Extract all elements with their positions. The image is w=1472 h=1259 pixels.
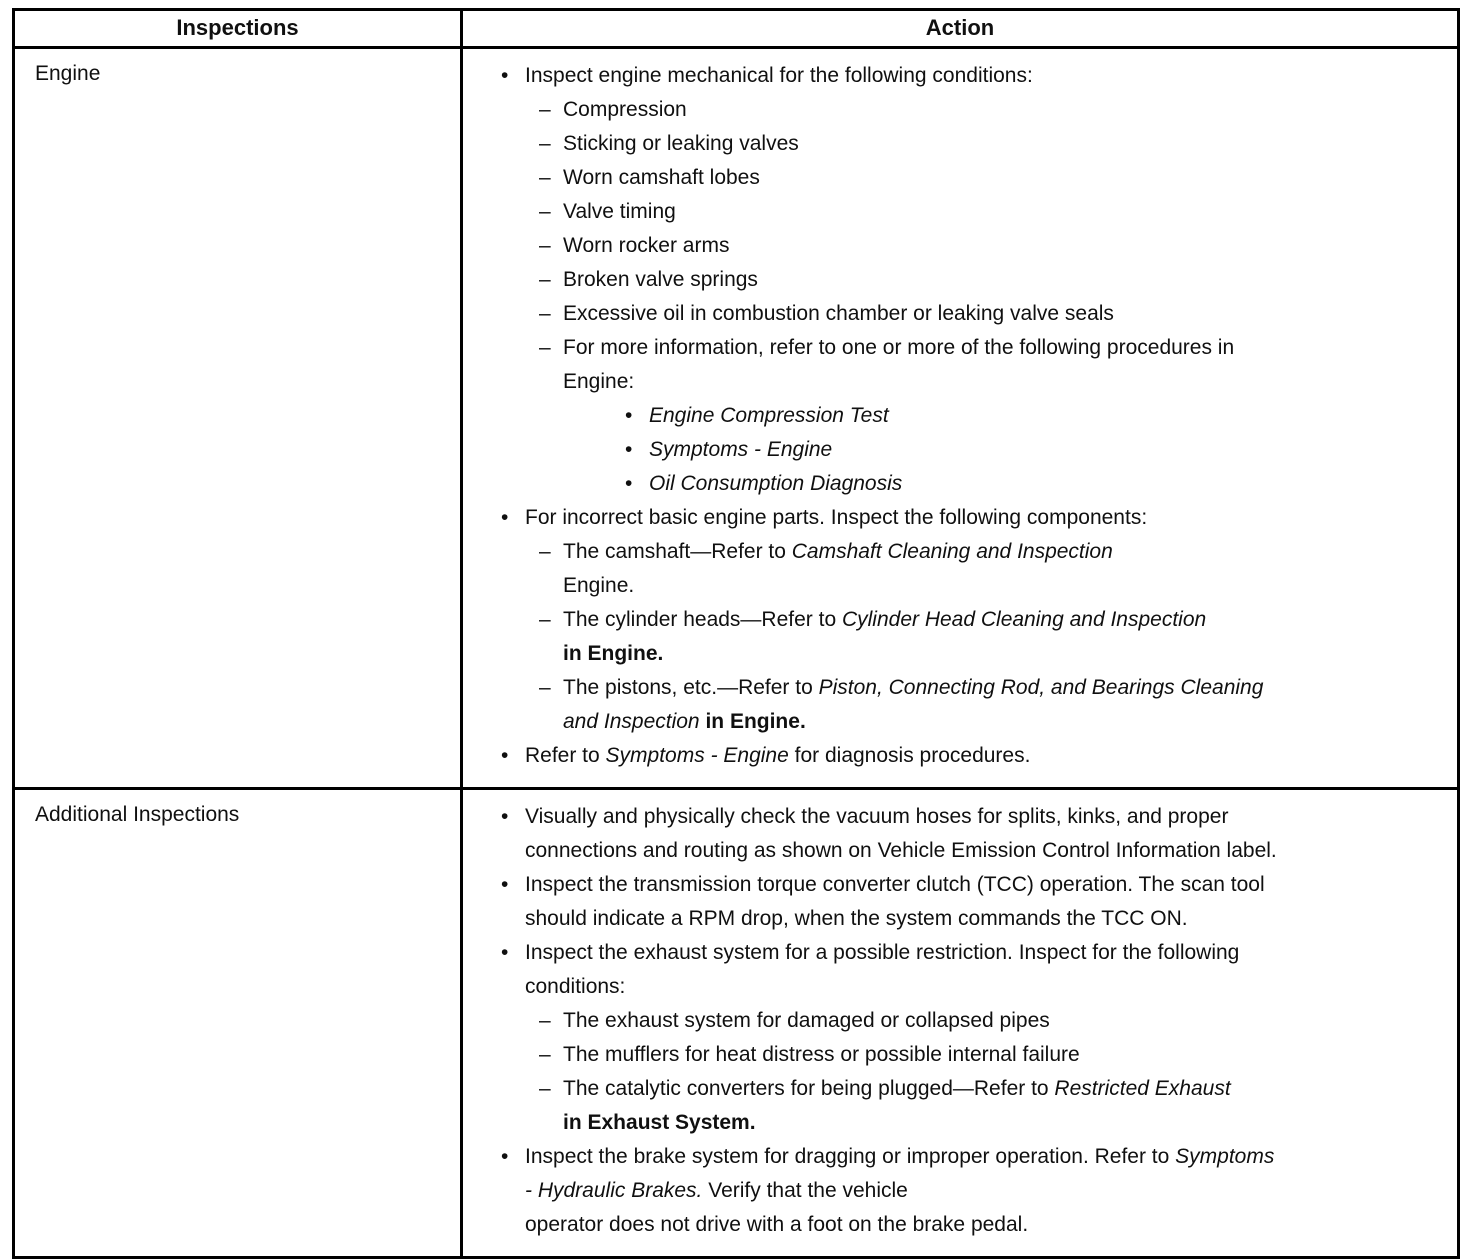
dash-marker: – — [539, 1043, 551, 1066]
action-item — [539, 1072, 1441, 1140]
bullet-marker: • — [625, 472, 633, 495]
action-item — [501, 1140, 1441, 1242]
text-segment: Verify that the vehicle — [702, 1179, 908, 1202]
action-item — [539, 1038, 1441, 1072]
dash-marker: – — [539, 200, 551, 223]
action-text — [563, 535, 1441, 603]
text-segment: Inspect the brake system for dragging or improper operation. Refer to — [525, 1145, 1176, 1168]
table-header-row — [15, 11, 1457, 49]
text-segment: For incorrect basic engine parts. Inspect the following components: — [525, 506, 1148, 529]
text-segment: The pistons, etc.—Refer to — [563, 676, 819, 699]
action-text — [649, 399, 1441, 433]
dash-marker: – — [539, 234, 551, 257]
action-item — [501, 868, 1441, 936]
action-item — [539, 331, 1441, 399]
text-segment: The catalytic converters for being plugged—Refer to — [563, 1077, 1055, 1100]
text-segment: connections and routing as shown on Vehicle Emission Control Information label. — [525, 839, 1277, 862]
action-item — [539, 535, 1441, 603]
table-row — [15, 790, 1457, 1256]
bullet-marker: • — [501, 941, 509, 964]
text-segment: and Inspection — [563, 710, 700, 733]
action-item — [625, 433, 1441, 467]
text-segment: in Engine. — [563, 642, 664, 665]
text-segment: Inspect the exhaust system for a possible restriction. Inspect for the following — [525, 941, 1240, 964]
text-segment: Valve timing — [563, 200, 676, 223]
action-item — [539, 1004, 1441, 1038]
action-text — [563, 1004, 1441, 1038]
dash-marker: – — [539, 166, 551, 189]
text-segment: For more information, refer to one or more of the following procedures in — [563, 336, 1235, 359]
text-segment: Refer to — [525, 744, 606, 767]
text-segment: The cylinder heads—Refer to — [563, 608, 842, 631]
action-item — [539, 161, 1441, 195]
action-text — [525, 1140, 1441, 1242]
action-text — [563, 127, 1441, 161]
text-segment: Inspect engine mechanical for the following conditions: — [525, 64, 1033, 87]
action-item — [501, 936, 1441, 1004]
text-segment: Symptoms - Engine — [649, 438, 833, 461]
text-segment: should indicate a RPM drop, when the system commands the TCC ON. — [525, 907, 1188, 930]
text-segment: The mufflers for heat distress or possible internal failure — [563, 1043, 1080, 1066]
dash-marker: – — [539, 132, 551, 155]
text-segment: in Engine. — [699, 710, 806, 733]
header-action: Action — [925, 15, 995, 40]
bullet-marker: • — [501, 64, 509, 87]
text-segment: in Exhaust System. — [563, 1111, 756, 1134]
text-segment: Worn rocker arms — [563, 234, 730, 257]
dash-marker: – — [539, 336, 551, 359]
bullet-marker: • — [501, 744, 509, 767]
action-text — [649, 433, 1441, 467]
text-segment: Engine. — [563, 574, 635, 597]
header-inspections: Inspections — [15, 11, 463, 46]
action-item — [539, 671, 1441, 739]
action-text — [525, 739, 1441, 773]
action-item — [501, 739, 1441, 773]
action-text — [563, 195, 1441, 229]
action-item — [539, 603, 1441, 671]
dash-marker: – — [539, 540, 551, 563]
action-item — [539, 195, 1441, 229]
dash-marker: – — [539, 98, 551, 121]
bullet-marker: • — [501, 1145, 509, 1168]
text-segment: for diagnosis procedures. — [788, 744, 1031, 767]
bullet-marker: • — [501, 873, 509, 896]
dash-marker: – — [539, 302, 551, 325]
text-segment: Worn camshaft lobes — [563, 166, 760, 189]
action-item — [501, 59, 1441, 93]
action-text — [563, 263, 1441, 297]
action-text — [525, 936, 1441, 1004]
action-text — [563, 161, 1441, 195]
inspections-action-table — [12, 8, 1460, 1259]
action-text — [563, 1038, 1441, 1072]
text-segment: Cylinder Head Cleaning and Inspection — [841, 608, 1207, 631]
action-item — [539, 127, 1441, 161]
action-text — [525, 800, 1441, 868]
table-body — [15, 49, 1457, 1256]
action-item — [625, 467, 1441, 501]
action-text — [525, 59, 1441, 93]
text-segment: The camshaft—Refer to — [563, 540, 792, 563]
text-segment: Engine: — [563, 370, 635, 393]
text-segment: - Hydraulic Brakes. — [525, 1179, 703, 1202]
dash-marker: – — [539, 1077, 551, 1100]
dash-marker: – — [539, 608, 551, 631]
text-segment: Sticking or leaking valves — [563, 132, 799, 155]
text-segment: Broken valve springs — [563, 268, 758, 291]
dash-marker: – — [539, 268, 551, 291]
action-item — [539, 263, 1441, 297]
text-segment: Visually and physically check the vacuum hoses for splits, kinks, and proper — [525, 805, 1229, 828]
dash-marker: – — [539, 676, 551, 699]
bullet-marker: • — [501, 805, 509, 828]
inspection-cell: Engine — [15, 49, 463, 787]
action-text — [563, 93, 1441, 127]
text-segment: Compression — [563, 98, 687, 121]
action-item — [539, 229, 1441, 263]
action-text — [563, 229, 1441, 263]
action-item — [539, 93, 1441, 127]
text-segment: The exhaust system for damaged or collapsed pipes — [563, 1009, 1050, 1032]
text-segment: Inspect the transmission torque converter clutch (TCC) operation. The scan tool — [525, 873, 1265, 896]
action-item — [501, 800, 1441, 868]
action-text — [563, 297, 1441, 331]
text-segment: Oil Consumption Diagnosis — [649, 472, 903, 495]
action-text — [563, 671, 1441, 739]
text-segment: Engine Compression Test — [649, 404, 889, 427]
action-text — [563, 603, 1441, 671]
action-text — [563, 331, 1441, 399]
action-text — [525, 868, 1441, 936]
bullet-marker: • — [501, 506, 509, 529]
text-segment: operator does not drive with a foot on the brake pedal. — [525, 1213, 1029, 1236]
text-segment: Symptoms — [1175, 1145, 1275, 1168]
text-segment: Symptoms - Engine — [605, 744, 789, 767]
inspection-cell: Additional Inspections — [15, 790, 463, 1256]
bullet-marker: • — [625, 438, 633, 461]
action-item — [539, 297, 1441, 331]
action-cell — [463, 790, 1457, 1256]
text-segment: Excessive oil in combustion chamber or leaking valve seals — [563, 302, 1114, 325]
dash-marker: – — [539, 1009, 551, 1032]
action-text — [563, 1072, 1441, 1140]
action-text — [649, 467, 1441, 501]
action-item — [625, 399, 1441, 433]
table-row — [15, 49, 1457, 790]
action-cell — [463, 49, 1457, 787]
text-segment: conditions: — [525, 975, 626, 998]
text-segment: Piston, Connecting Rod, and Bearings Cleaning — [818, 676, 1264, 699]
text-segment: Camshaft Cleaning and Inspection — [791, 540, 1113, 563]
text-segment: Restricted Exhaust — [1054, 1077, 1231, 1100]
action-item — [501, 501, 1441, 535]
action-text — [525, 501, 1441, 535]
bullet-marker: • — [625, 404, 633, 427]
